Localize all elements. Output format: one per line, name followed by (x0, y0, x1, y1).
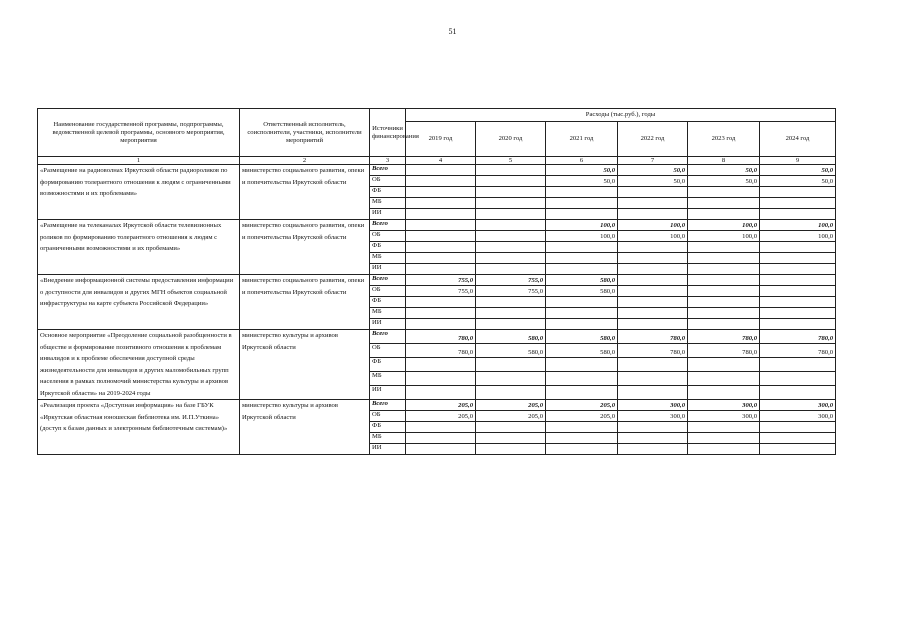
amount-cell (618, 253, 688, 264)
funding-source: ФБ (370, 242, 406, 253)
header-year: 2023 год (688, 122, 760, 157)
header-name: Наименование государственной программы, подпрограммы, ведомственной целевой программы, основного мероприятия, мероприятия (38, 109, 240, 157)
funding-source: ОБ (370, 176, 406, 187)
measure-executor: министерство культуры и архивов Иркутской области (240, 330, 370, 400)
amount-cell: 50,0 (688, 176, 760, 187)
amount-cell: 50,0 (546, 165, 618, 176)
amount-cell (406, 444, 476, 455)
amount-cell (406, 198, 476, 209)
amount-cell (760, 422, 836, 433)
amount-cell: 50,0 (618, 165, 688, 176)
header-year: 2019 год (406, 122, 476, 157)
amount-cell (760, 386, 836, 400)
header-year: 2021 год (546, 122, 618, 157)
amount-cell: 50,0 (546, 176, 618, 187)
table-row (38, 275, 836, 286)
funding-source: Всего (370, 400, 406, 411)
amount-cell: 205,0 (476, 400, 546, 411)
amount-cell (476, 319, 546, 330)
amount-cell (406, 187, 476, 198)
measure-executor: министерство социального развития, опеки и попечительства Иркутской области (240, 220, 370, 275)
amount-cell (406, 242, 476, 253)
measure-executor: министерство социального развития, опеки и попечительства Иркутской области (240, 275, 370, 330)
amount-cell (760, 264, 836, 275)
amount-cell (760, 187, 836, 198)
amount-cell: 780,0 (618, 344, 688, 358)
measure-executor: министерство социального развития, опеки и попечительства Иркутской области (240, 165, 370, 220)
funding-source: ФБ (370, 297, 406, 308)
amount-cell (618, 319, 688, 330)
amount-cell (760, 286, 836, 297)
amount-cell (476, 433, 546, 444)
column-index: 8 (688, 157, 760, 165)
amount-cell (688, 358, 760, 372)
funding-source: ОБ (370, 286, 406, 297)
amount-cell (688, 209, 760, 220)
measure-executor: министерство культуры и архивов Иркутской области (240, 400, 370, 455)
measure-name: «Размещение на телеканалах Иркутской области телевизионных роликов по формированию толерантного отношения к людям с ограниченными возможностями и их пробемами» (38, 220, 240, 275)
amount-cell (688, 187, 760, 198)
amount-cell: 580,0 (546, 275, 618, 286)
amount-cell (476, 372, 546, 386)
amount-cell: 300,0 (688, 400, 760, 411)
amount-cell (618, 198, 688, 209)
amount-cell (688, 308, 760, 319)
amount-cell (476, 358, 546, 372)
funding-source: Всего (370, 165, 406, 176)
amount-cell (688, 433, 760, 444)
amount-cell (618, 372, 688, 386)
amount-cell: 50,0 (688, 165, 760, 176)
amount-cell: 100,0 (760, 231, 836, 242)
amount-cell (618, 209, 688, 220)
amount-cell: 50,0 (760, 165, 836, 176)
amount-cell (406, 319, 476, 330)
amount-cell (760, 253, 836, 264)
amount-cell: 100,0 (618, 231, 688, 242)
column-index: 7 (618, 157, 688, 165)
budget-table (37, 108, 836, 455)
amount-cell (760, 308, 836, 319)
amount-cell (688, 275, 760, 286)
funding-source: ИИ (370, 319, 406, 330)
amount-cell (406, 220, 476, 231)
amount-cell (546, 433, 618, 444)
amount-cell (760, 209, 836, 220)
amount-cell: 205,0 (406, 400, 476, 411)
amount-cell (618, 444, 688, 455)
header-year: 2022 год (618, 122, 688, 157)
funding-source: ИИ (370, 264, 406, 275)
amount-cell (618, 286, 688, 297)
column-index: 9 (760, 157, 836, 165)
amount-cell (688, 242, 760, 253)
column-index: 1 (38, 157, 240, 165)
amount-cell: 580,0 (546, 344, 618, 358)
amount-cell (618, 297, 688, 308)
amount-cell (476, 253, 546, 264)
amount-cell (406, 253, 476, 264)
column-index: 4 (406, 157, 476, 165)
amount-cell (476, 209, 546, 220)
amount-cell (546, 422, 618, 433)
amount-cell (476, 444, 546, 455)
amount-cell (476, 165, 546, 176)
amount-cell (476, 386, 546, 400)
amount-cell (476, 242, 546, 253)
header-expenses: Расходы (тыс.руб.), годы (406, 109, 836, 122)
amount-cell (546, 297, 618, 308)
amount-cell: 50,0 (618, 176, 688, 187)
amount-cell: 780,0 (406, 344, 476, 358)
amount-cell (688, 253, 760, 264)
funding-source: ОБ (370, 231, 406, 242)
amount-cell (476, 198, 546, 209)
column-index: 3 (370, 157, 406, 165)
amount-cell (406, 264, 476, 275)
amount-cell (760, 433, 836, 444)
amount-cell: 755,0 (476, 286, 546, 297)
amount-cell (406, 176, 476, 187)
amount-cell (618, 264, 688, 275)
amount-cell (618, 433, 688, 444)
amount-cell: 580,0 (546, 330, 618, 344)
amount-cell: 780,0 (406, 330, 476, 344)
table-row (38, 220, 836, 231)
amount-cell: 780,0 (618, 330, 688, 344)
funding-source: ОБ (370, 344, 406, 358)
column-index: 5 (476, 157, 546, 165)
amount-cell: 755,0 (476, 275, 546, 286)
amount-cell (546, 372, 618, 386)
amount-cell: 205,0 (546, 411, 618, 422)
amount-cell: 300,0 (688, 411, 760, 422)
amount-cell (688, 286, 760, 297)
amount-cell: 580,0 (476, 330, 546, 344)
amount-cell: 100,0 (760, 220, 836, 231)
amount-cell (618, 242, 688, 253)
amount-cell: 780,0 (688, 330, 760, 344)
amount-cell: 780,0 (760, 344, 836, 358)
amount-cell (476, 220, 546, 231)
amount-cell: 205,0 (546, 400, 618, 411)
amount-cell (760, 372, 836, 386)
amount-cell: 780,0 (688, 344, 760, 358)
funding-source: Всего (370, 220, 406, 231)
measure-name: Основное мероприятие «Преодоление социальной разобщенности в обществе и формирование позитивного отношения к проблемам инвалидов и к проблеме обеспечения доступной среды жизнедеятельности для инвалидов и других маломобильных групп населения в рамках полномочий министерства культуры и архивов Иркутской области» на 2019-2024 годы (38, 330, 240, 400)
amount-cell (406, 231, 476, 242)
amount-cell (688, 198, 760, 209)
amount-cell (546, 253, 618, 264)
amount-cell (760, 358, 836, 372)
amount-cell (406, 165, 476, 176)
funding-source: ИИ (370, 444, 406, 455)
amount-cell (688, 264, 760, 275)
funding-source: Всего (370, 330, 406, 344)
amount-cell (760, 198, 836, 209)
measure-name: «Внедрение информационной системы предоставления информации о доступности для инвалидов и других МГН объектов социальной инфраструктуры на карте субъекта Российской Федерации» (38, 275, 240, 330)
amount-cell: 100,0 (546, 231, 618, 242)
amount-cell (688, 422, 760, 433)
amount-cell: 100,0 (688, 231, 760, 242)
amount-cell (546, 264, 618, 275)
amount-cell (406, 422, 476, 433)
funding-source: МБ (370, 253, 406, 264)
amount-cell (618, 275, 688, 286)
amount-cell (546, 187, 618, 198)
header-executor: Ответственный исполнитель, соисполнители, участники, исполнители мероприятий (240, 109, 370, 157)
amount-cell (688, 444, 760, 455)
amount-cell (546, 308, 618, 319)
amount-cell: 100,0 (688, 220, 760, 231)
amount-cell (688, 297, 760, 308)
funding-source: ФБ (370, 358, 406, 372)
funding-source: МБ (370, 308, 406, 319)
funding-source: ИИ (370, 209, 406, 220)
header-year: 2024 год (760, 122, 836, 157)
amount-cell (760, 275, 836, 286)
measure-name: «Реализация проекта «Доступная информация» на базе ГБУК «Иркутская областная юношеская библиотека им. И.П.Уткина» (доступ к базам данных и электронным библиотечным системам)» (38, 400, 240, 455)
funding-source: ФБ (370, 422, 406, 433)
amount-cell (476, 422, 546, 433)
amount-cell (688, 372, 760, 386)
amount-cell (476, 308, 546, 319)
amount-cell: 300,0 (760, 400, 836, 411)
amount-cell (618, 358, 688, 372)
page-number: 51 (448, 27, 457, 36)
amount-cell (760, 242, 836, 253)
funding-source: МБ (370, 433, 406, 444)
amount-cell (546, 444, 618, 455)
amount-cell (760, 444, 836, 455)
amount-cell (476, 264, 546, 275)
amount-cell: 580,0 (476, 344, 546, 358)
amount-cell (618, 187, 688, 198)
amount-cell: 100,0 (618, 220, 688, 231)
funding-source: Всего (370, 275, 406, 286)
amount-cell: 205,0 (406, 411, 476, 422)
amount-cell (688, 386, 760, 400)
header-year: 2020 год (476, 122, 546, 157)
amount-cell: 755,0 (406, 286, 476, 297)
amount-cell: 580,0 (546, 286, 618, 297)
amount-cell (688, 319, 760, 330)
amount-cell (476, 187, 546, 198)
amount-cell (546, 319, 618, 330)
funding-source: МБ (370, 198, 406, 209)
amount-cell: 205,0 (476, 411, 546, 422)
amount-cell (476, 231, 546, 242)
amount-cell: 100,0 (546, 220, 618, 231)
amount-cell: 50,0 (760, 176, 836, 187)
amount-cell: 300,0 (618, 400, 688, 411)
amount-cell (760, 297, 836, 308)
amount-cell (406, 297, 476, 308)
table-row (38, 400, 836, 411)
amount-cell: 780,0 (760, 330, 836, 344)
amount-cell: 300,0 (618, 411, 688, 422)
funding-source: ФБ (370, 187, 406, 198)
amount-cell (406, 372, 476, 386)
amount-cell (618, 422, 688, 433)
amount-cell (618, 386, 688, 400)
amount-cell (546, 386, 618, 400)
amount-cell (406, 209, 476, 220)
amount-cell (546, 198, 618, 209)
amount-cell (476, 176, 546, 187)
funding-source: МБ (370, 372, 406, 386)
table-row (38, 165, 836, 176)
amount-cell (406, 433, 476, 444)
amount-cell (476, 297, 546, 308)
amount-cell (546, 209, 618, 220)
funding-source: ИИ (370, 386, 406, 400)
measure-name: «Размещение на радиоволнах Иркутской области радиороликов по формированию толерантного отношения к людям с ограниченными возможностями и их проблемами» (38, 165, 240, 220)
column-index: 6 (546, 157, 618, 165)
amount-cell (760, 319, 836, 330)
amount-cell (406, 358, 476, 372)
amount-cell (546, 242, 618, 253)
amount-cell (406, 386, 476, 400)
amount-cell: 755,0 (406, 275, 476, 286)
amount-cell (618, 308, 688, 319)
column-index: 2 (240, 157, 370, 165)
table-row (38, 330, 836, 344)
amount-cell (406, 308, 476, 319)
amount-cell (546, 358, 618, 372)
amount-cell: 300,0 (760, 411, 836, 422)
header-sources: Источники финансирования (370, 109, 406, 157)
funding-source: ОБ (370, 411, 406, 422)
